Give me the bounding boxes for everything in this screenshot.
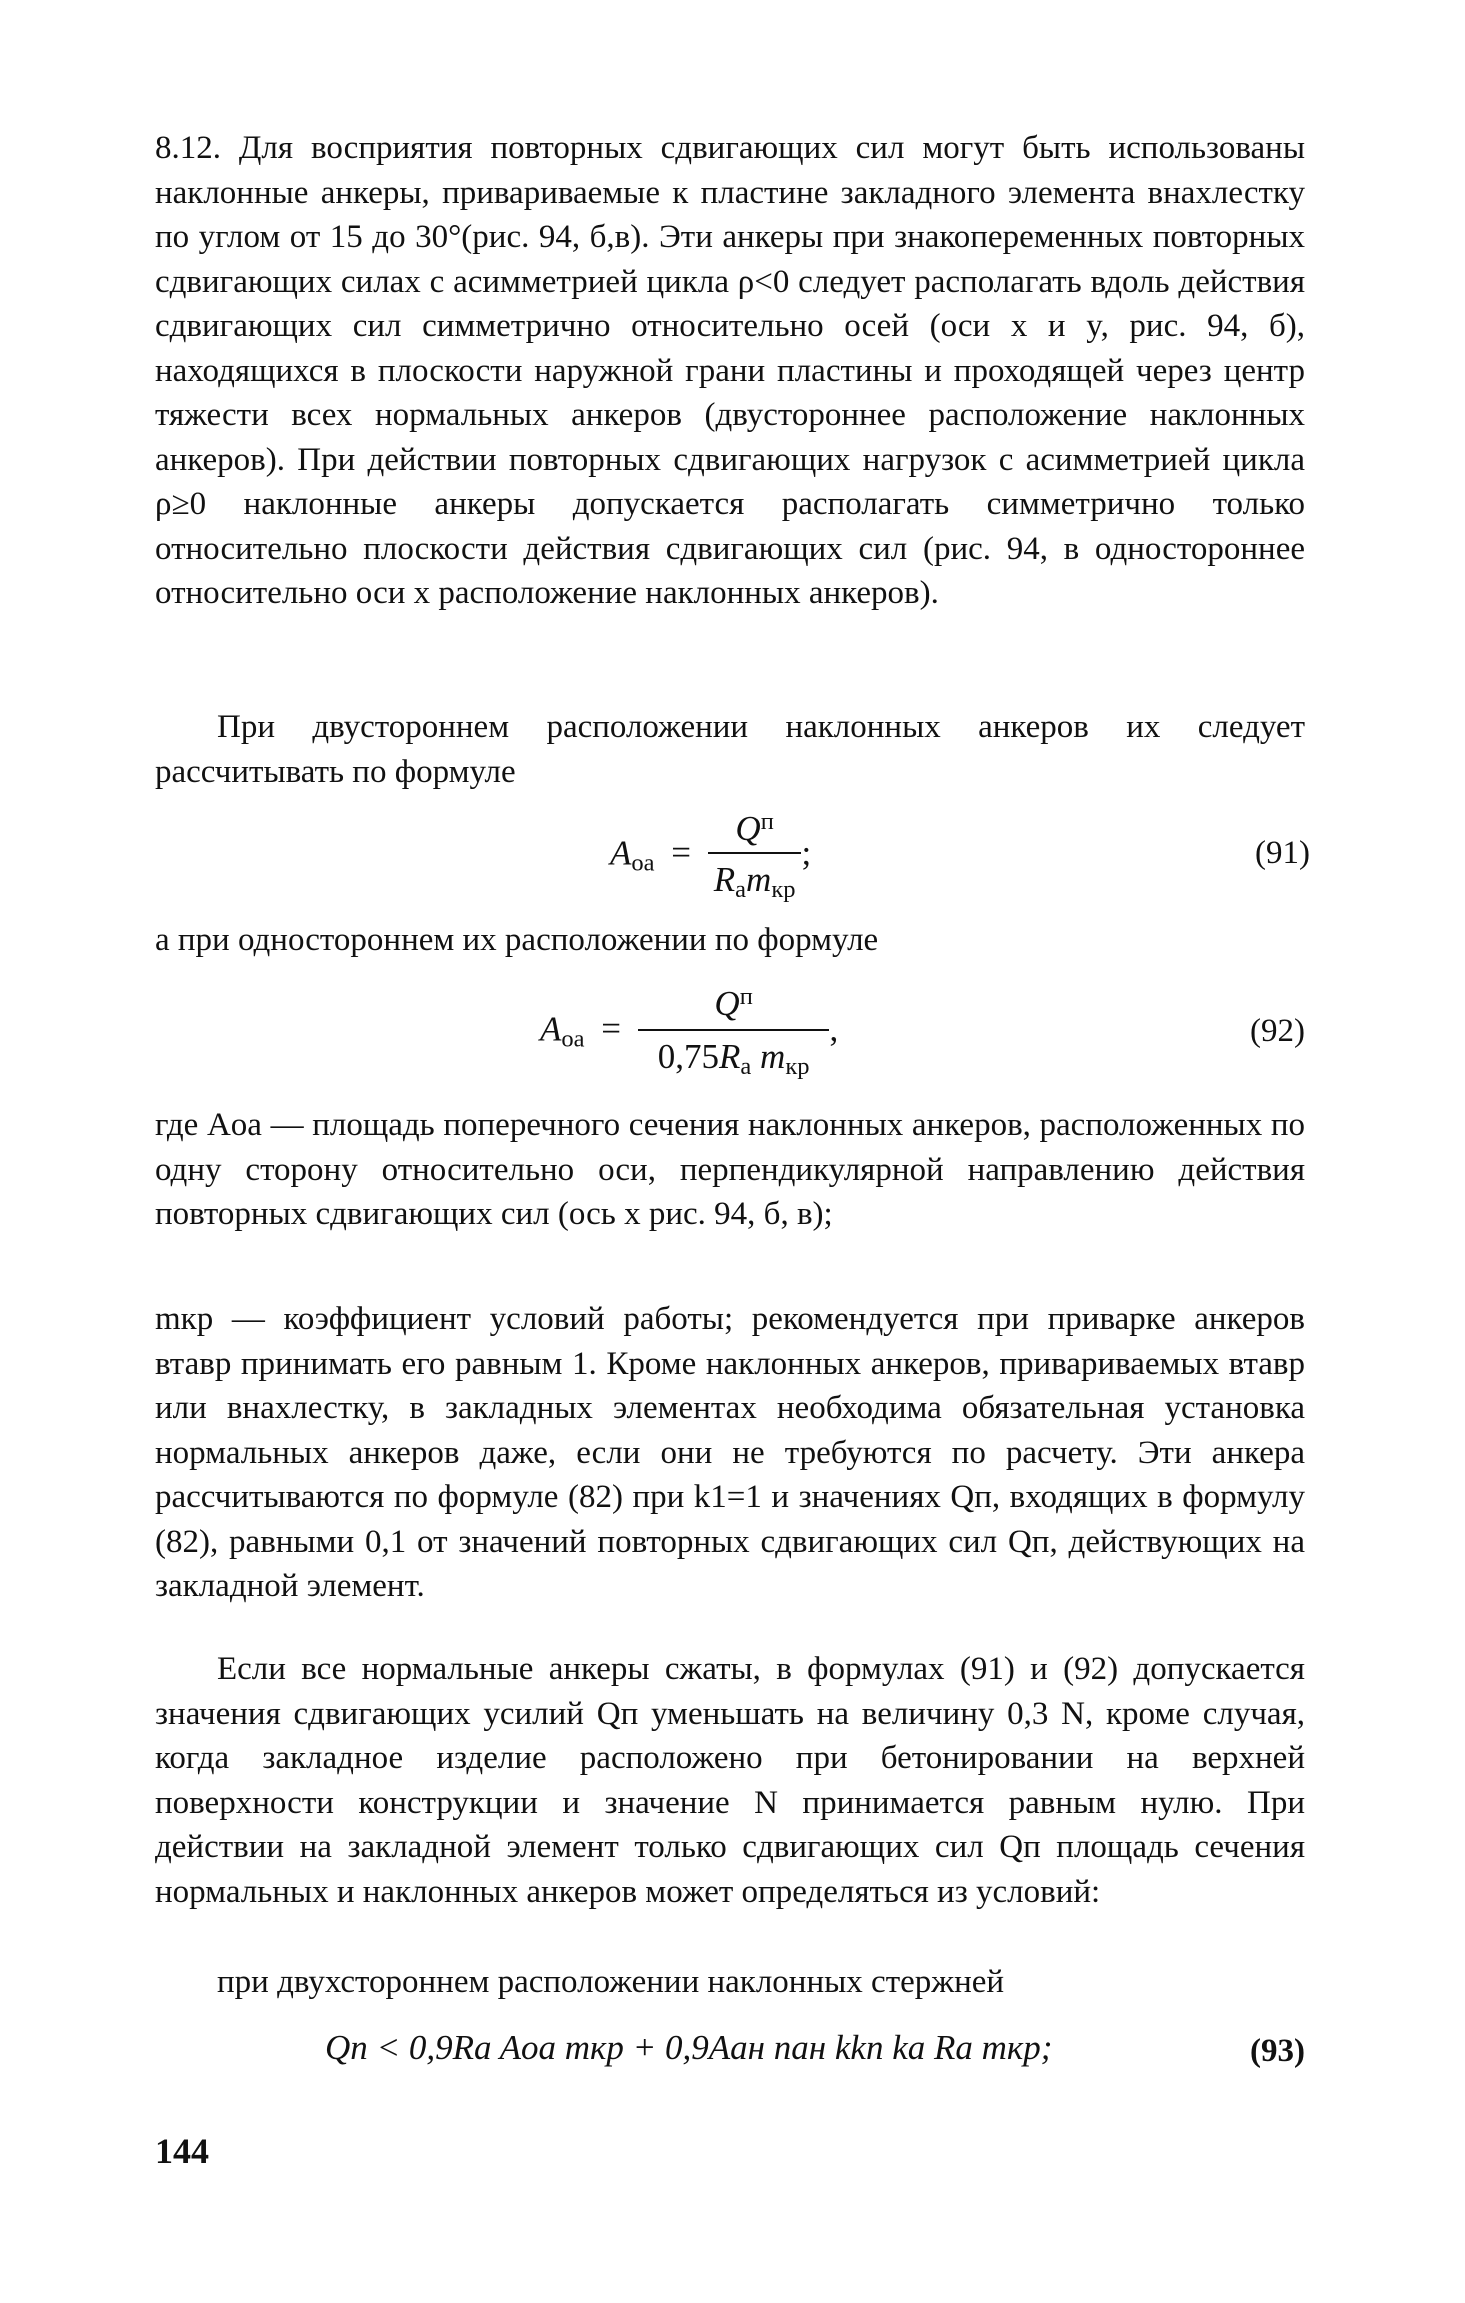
paragraph-where [155,1103,1305,1237]
paragraph-text: Если все нормальные анкеры сжаты, в формулах (91) и (92) допускается значения сдвигающих усилий Qп уменьшать на величину 0,3 N, кроме случая, когда закладное изделие расположено при бетонировании на верхней поверхности конструкции и значение N принимается равным нулю. При действии на закладной элемент только сдвигающих сил Qп площадь сечения нормальных и наклонных анкеров может определяться из условий: [155,1651,1305,1910]
equation-number-92: (92) [1250,1013,1305,1049]
paragraph-8-12 [155,126,1305,616]
equation-number-93: (93) [1250,2033,1305,2069]
formula-93: Qп < 0,9Ra Aoa mкр + 0,9Aан nан kkп ka Ra mкр; [325,2028,1053,2067]
formula-91: $A_{oa}$ = $\frac{Q^п}{R_am_{кр}}$ ; [610,808,812,904]
paragraph-text: где Aoa — площадь поперечного сечения наклонных анкеров, расположенных по одну сторону относительно оси, перпендикулярной направлению действия повторных сдвигающих сил (ось x рис. 94, б, в); [155,1107,1305,1232]
fraction: $\frac{Q^п}{R_am_{кр}}$ [708,810,802,903]
equation-number-91: (91) [1255,835,1310,871]
paragraph-text: при двухстороннем расположении наклонных стержней [217,1964,1005,2000]
page-number: 144 [155,2131,209,2171]
paragraph-two-sided-rods [155,1960,1305,2005]
paragraph-text: 8.12. Для восприятия повторных сдвигающих сил могут быть использованы наклонные анкеры, привариваемые к пластине закладного элемента внахлестку по углом от 15 до 30°(рис. 94, б,в). Эти анкеры при знакопеременных повторных сдвигающих силах с асимметрией цикла ρ<0 следует располагать вдоль действия сдвигающих сил симметрично относительно осей (оси x и y, рис. 94, б), находящихся в плоскости наружной грани пластины и проходящей через центр тяжести всех нормальных анкеров (двустороннее расположение наклонных анкеров). При действии повторных сдвигающих нагрузок с асимметрией цикла ρ≥0 наклонные анкеры допускается располагать симметрично только относительно плоскости действия сдвигающих сил (рис. 94, в одностороннее относительно оси x расположение наклонных анкеров). [155,130,1305,611]
formula-92: $A_{oa}$ = $\frac{Q^п}{0,75R_a m_{кр}}$ , [540,983,839,1081]
paragraph-one-sided [155,918,1305,963]
paragraph-text: mкр — коэффициент условий работы; рекомендуется при приварке анкеров втавр принимать его равным 1. Кроме наклонных анкеров, привариваемых втавр или внахлестку, в закладных элементах необходима обязательная установка нормальных анкеров даже, если они не требуются по расчету. Эти анкера рассчитываются по формуле (82) при k1=1 и значениях Qп, входящих в формулу (82), равными 0,1 от значений повторных сдвигающих сил Qп, действующих на закладной элемент. [155,1301,1305,1604]
paragraph-two-sided [155,705,1305,794]
fraction: $\frac{Q^п}{0,75R_a m_{кр}}$ [638,985,830,1080]
paragraph-text: При двустороннем расположении наклонных анкеров их следует рассчитывать по формуле [155,709,1305,790]
paragraph-normal-anchors [155,1647,1305,1914]
paragraph-text: а при одностороннем их расположении по формуле [155,922,879,958]
paragraph-mkr [155,1297,1305,1609]
